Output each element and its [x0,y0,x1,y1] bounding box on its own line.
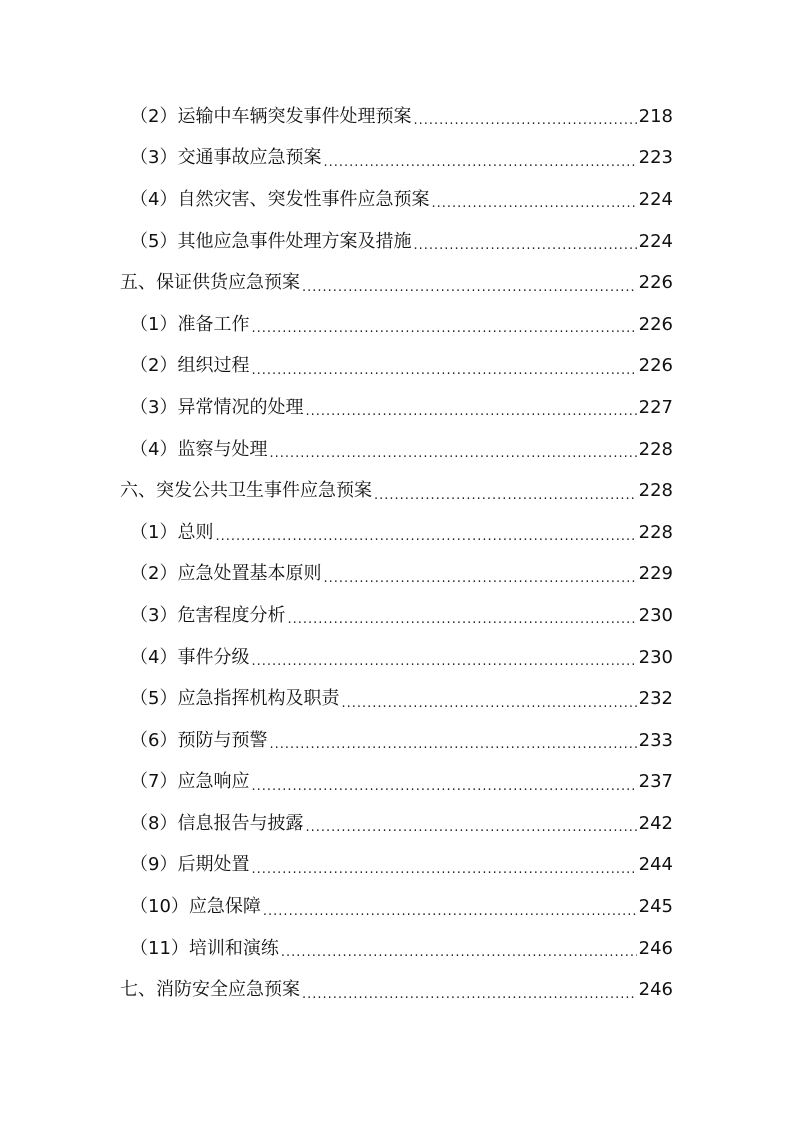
toc-entry-label: （9）后期处置 [130,854,250,876]
toc-entry-label: （3）交通事故应急预案 [130,147,322,169]
toc-entry-page: 218 [638,105,673,127]
toc-entry[interactable] [120,512,673,554]
toc-entry[interactable] [120,678,673,720]
table-of-contents [120,96,673,1011]
toc-entry-label: （1）总则 [130,521,214,543]
toc-entry-label: （6）预防与预警 [130,729,268,751]
toc-entry-page: 228 [638,521,673,543]
toc-entry-page: 228 [638,438,673,460]
toc-entry[interactable] [120,637,673,679]
toc-entry-page: 230 [638,604,673,626]
toc-dot-leader [251,647,636,668]
toc-entry-page: 224 [638,188,673,210]
toc-dot-leader [341,689,636,710]
toc-section[interactable] [120,470,673,512]
toc-dot-leader [323,148,636,169]
toc-dot-leader [251,356,636,377]
toc-entry[interactable] [120,138,673,180]
toc-section-page: 246 [638,979,673,1001]
toc-entry-page: 224 [638,230,673,252]
toc-section-page: 228 [638,480,673,502]
toc-entry-label: （2）组织过程 [130,355,250,377]
toc-section-label: 六、突发公共卫生事件应急预案 [120,480,372,502]
toc-dot-leader [287,605,636,626]
toc-dot-leader [251,855,636,876]
toc-entry-label: （1）准备工作 [130,313,250,335]
toc-section-page: 226 [638,272,673,294]
toc-entry[interactable] [120,179,673,221]
toc-dot-leader [269,730,636,751]
toc-entry-page: 237 [638,771,673,793]
toc-dot-leader [305,813,636,834]
toc-section[interactable] [120,262,673,304]
toc-entry-page: 245 [638,896,673,918]
toc-entry-page: 226 [638,313,673,335]
toc-entry[interactable] [120,928,673,970]
toc-entry-label: （4）监察与处理 [130,438,268,460]
toc-entry-page: 229 [638,563,673,585]
toc-dot-leader [251,314,636,335]
toc-entry-label: （2）运输中车辆突发事件处理预案 [130,105,412,127]
toc-section[interactable] [120,969,673,1011]
toc-entry-page: 226 [638,355,673,377]
toc-entry-label: （7）应急响应 [130,771,250,793]
toc-dot-leader [263,897,637,918]
toc-dot-leader [269,439,636,460]
toc-dot-leader [302,273,637,294]
toc-entry-label: （5）其他应急事件处理方案及措施 [130,230,412,252]
toc-entry-label: （4）事件分级 [130,646,250,668]
toc-dot-leader [413,106,636,127]
toc-section-label: 七、消防安全应急预案 [120,979,300,1001]
toc-entry-page: 230 [638,646,673,668]
toc-entry-label: （3）危害程度分析 [130,604,286,626]
toc-dot-leader [323,564,636,585]
toc-entry-page: 233 [638,729,673,751]
toc-section-label: 五、保证供货应急预案 [120,272,300,294]
toc-entry-page: 244 [638,854,673,876]
toc-dot-leader [431,189,636,210]
toc-entry-page: 246 [638,937,673,959]
toc-entry-label: （5）应急指挥机构及职责 [130,688,340,710]
toc-entry-page: 242 [638,812,673,834]
toc-entry-page: 223 [638,147,673,169]
toc-dot-leader [251,772,636,793]
toc-entry[interactable] [120,387,673,429]
toc-dot-leader [281,938,637,959]
toc-entry[interactable] [120,803,673,845]
toc-entry-label: （4）自然灾害、突发性事件应急预案 [130,188,430,210]
toc-entry[interactable] [120,221,673,263]
toc-entry[interactable] [120,96,673,138]
toc-entry-page: 227 [638,396,673,418]
toc-entry[interactable] [120,429,673,471]
toc-dot-leader [374,481,637,502]
toc-entry-label: （8）信息报告与披露 [130,812,304,834]
toc-entry-label: （10）应急保障 [130,896,261,918]
toc-entry-page: 232 [638,688,673,710]
toc-dot-leader [305,397,636,418]
toc-dot-leader [215,522,636,543]
toc-entry[interactable] [120,762,673,804]
toc-dot-leader [302,980,637,1001]
toc-entry[interactable] [120,845,673,887]
toc-entry-label: （11）培训和演练 [130,937,279,959]
toc-entry[interactable] [120,886,673,928]
toc-entry[interactable] [120,304,673,346]
toc-entry[interactable] [120,346,673,388]
toc-entry-label: （2）应急处置基本原则 [130,563,322,585]
toc-entry[interactable] [120,595,673,637]
toc-dot-leader [413,231,636,252]
toc-entry[interactable] [120,720,673,762]
toc-entry-label: （3）异常情况的处理 [130,396,304,418]
toc-entry[interactable] [120,554,673,596]
